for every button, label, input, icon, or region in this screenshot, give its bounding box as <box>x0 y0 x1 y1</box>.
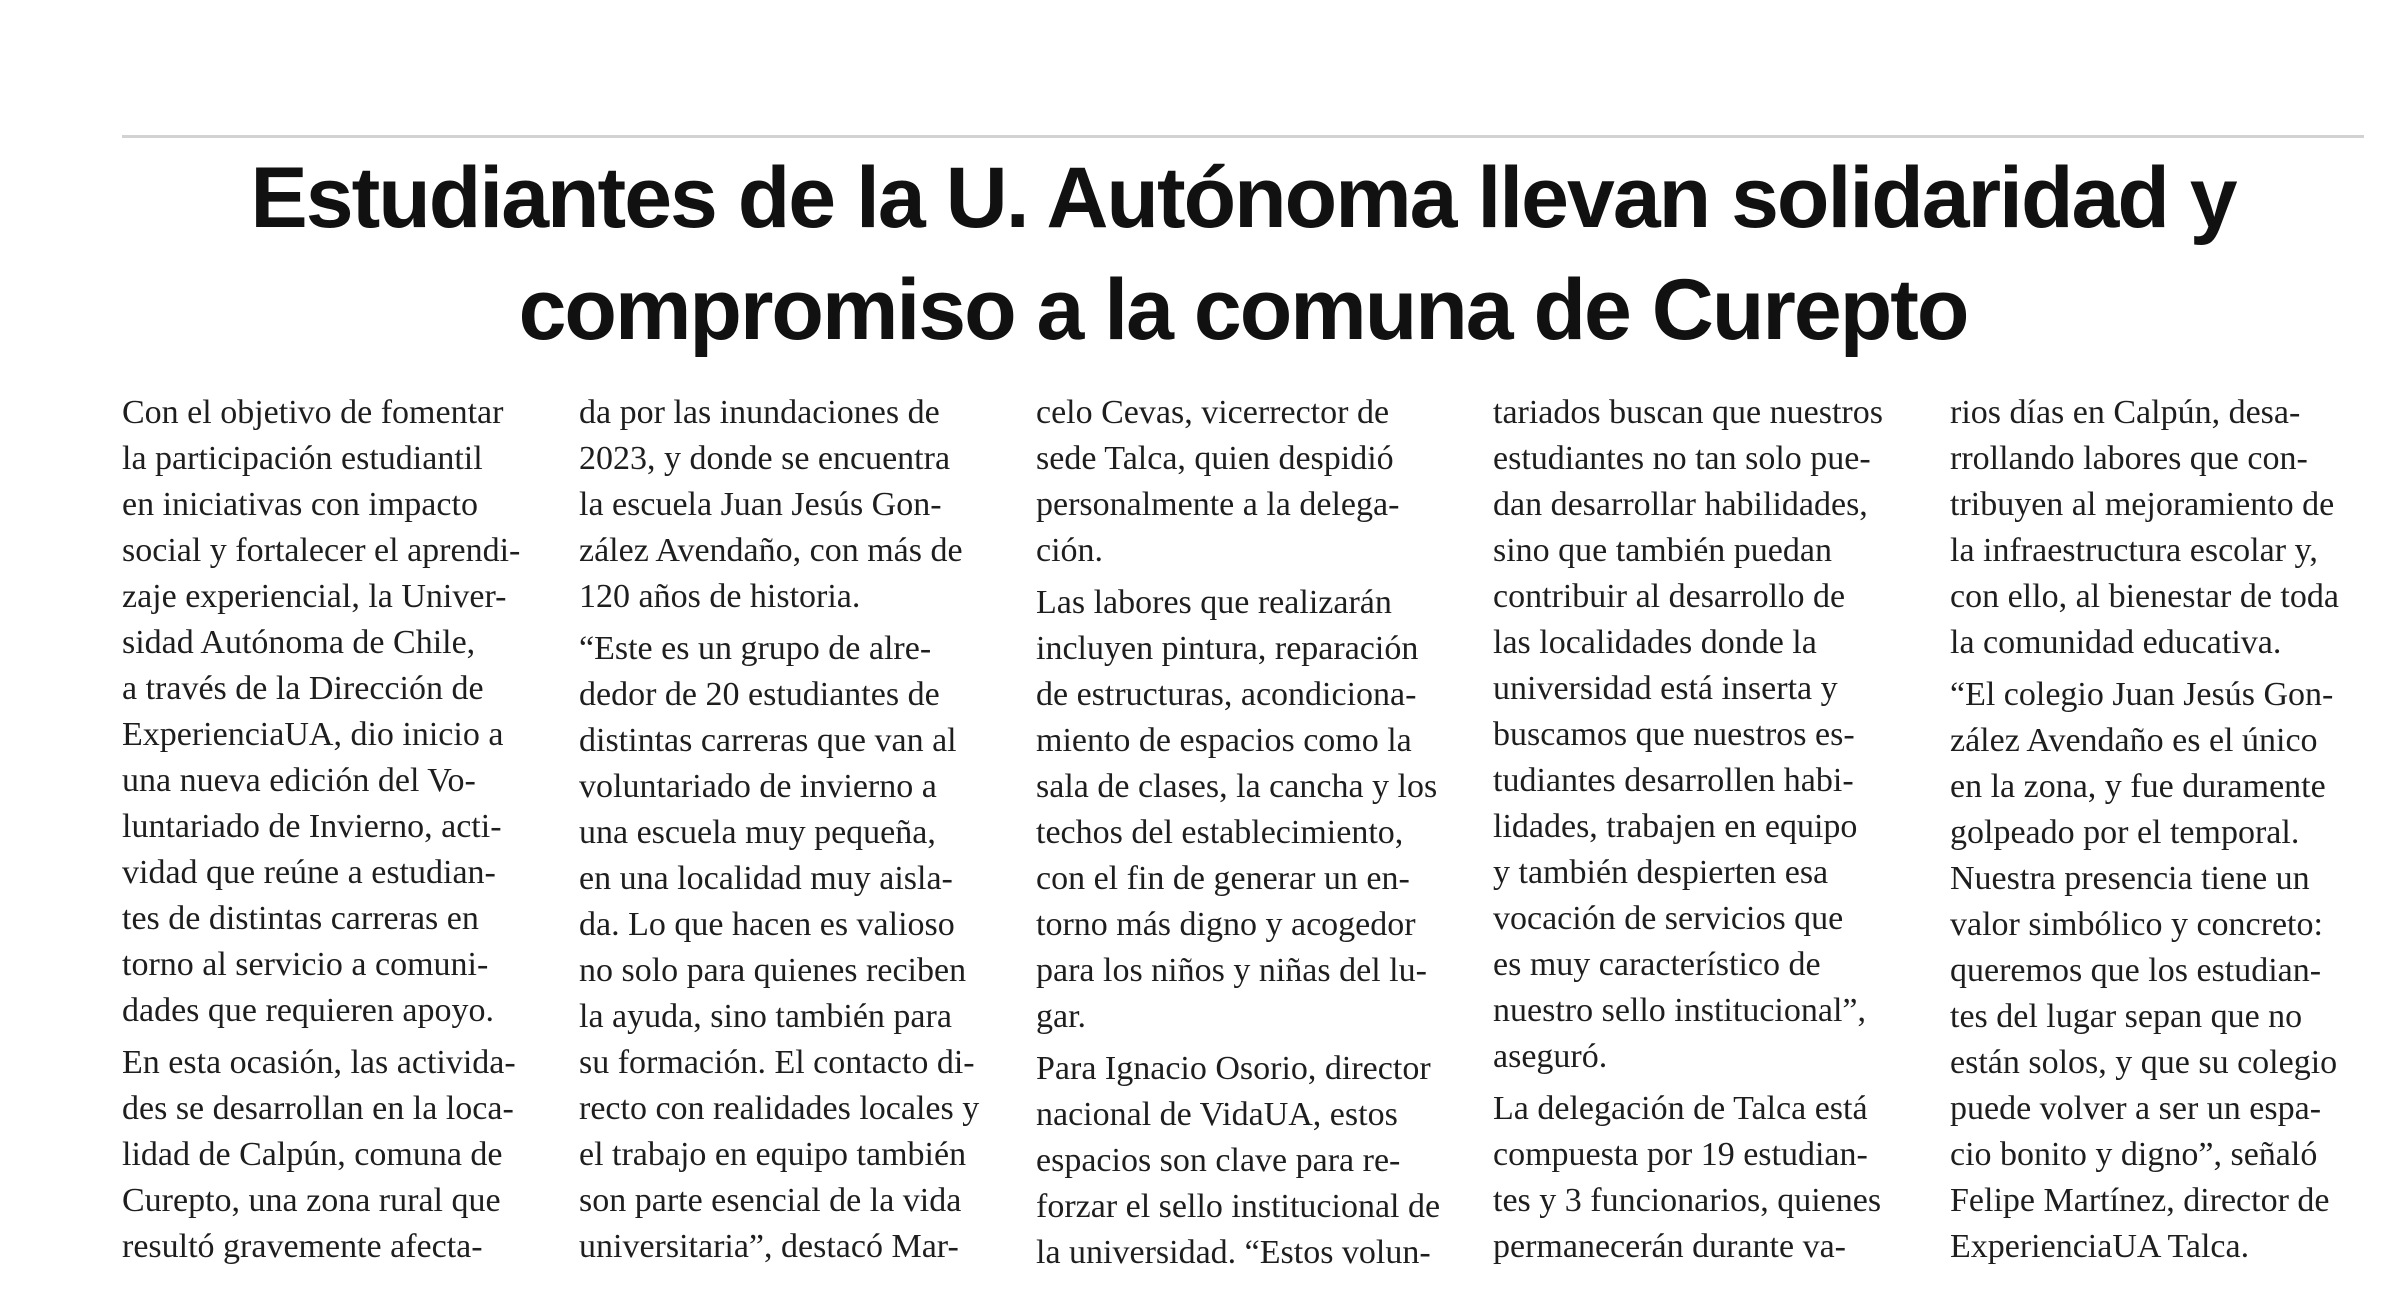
body-text-line: en la zona, y fue duramente <box>1950 768 2326 805</box>
body-text-line: personalmente a la delega- <box>1036 486 1400 523</box>
body-text-line: Felipe Martínez, director de <box>1950 1182 2330 1219</box>
body-text-line: sino que también puedan <box>1493 532 1832 569</box>
body-text-line: voluntariado de invierno a <box>579 768 937 805</box>
body-text-line: resultó gravemente afecta- <box>122 1228 483 1265</box>
body-text-line: nacional de VidaUA, estos <box>1036 1096 1398 1133</box>
body-text-line: dades que requieren apoyo. <box>122 992 494 1029</box>
body-text-line: la participación estudiantil <box>122 440 483 477</box>
body-text-line: con el fin de generar un en- <box>1036 860 1410 897</box>
body-text-line: rios días en Calpún, desa- <box>1950 394 2301 431</box>
body-text-line: Nuestra presencia tiene un <box>1950 860 2310 897</box>
body-text-line: a través de la Dirección de <box>122 670 484 707</box>
body-text-line: incluyen pintura, reparación <box>1036 630 1419 667</box>
body-text-line: una escuela muy pequeña, <box>579 814 936 851</box>
body-text-line: “Este es un grupo de alre- <box>579 630 932 667</box>
body-text-line: forzar el sello institucional de <box>1036 1188 1441 1225</box>
body-text-line: tudiantes desarrollen habi- <box>1493 762 1854 799</box>
body-text-line: techos del establecimiento, <box>1036 814 1404 851</box>
body-text-line: permanecerán durante va- <box>1493 1228 1846 1265</box>
body-text-line: sidad Autónoma de Chile, <box>122 624 476 661</box>
body-text-line: cio bonito y digno”, señaló <box>1950 1136 2318 1173</box>
body-text-line: recto con realidades locales y <box>579 1090 980 1127</box>
top-divider-rule <box>122 135 2364 138</box>
body-text-line: sala de clases, la cancha y los <box>1036 768 1438 805</box>
body-text-line: Las labores que realizarán <box>1036 584 1392 621</box>
body-text-line: valor simbólico y concreto: <box>1950 906 2323 943</box>
body-text-line: de estructuras, acondiciona- <box>1036 676 1417 713</box>
body-text-line: zaje experiencial, la Univer- <box>122 578 507 615</box>
body-text-line: es muy característico de <box>1493 946 1821 983</box>
headline-line: compromiso a la comuna de Curepto <box>518 262 1968 358</box>
body-text-line: no solo para quienes reciben <box>579 952 967 989</box>
body-text-line: dedor de 20 estudiantes de <box>579 676 940 713</box>
body-text-line: tes del lugar sepan que no <box>1950 998 2303 1035</box>
body-text-line: son parte esencial de la vida <box>579 1182 962 1219</box>
body-text-line: lidades, trabajen en equipo <box>1493 808 1858 845</box>
article-column-2 <box>579 390 991 1270</box>
body-text-line: tes y 3 funcionarios, quienes <box>1493 1182 1882 1219</box>
body-text-line: compuesta por 19 estudian- <box>1493 1136 1868 1173</box>
body-text-line: da. Lo que hacen es valioso <box>579 906 955 943</box>
body-text-line: distintas carreras que van al <box>579 722 957 759</box>
body-text-line: 120 años de historia. <box>579 578 861 615</box>
body-text-line: la ayuda, sino también para <box>579 998 952 1035</box>
article-column-4 <box>1493 390 1905 1270</box>
body-text-line: buscamos que nuestros es- <box>1493 716 1855 753</box>
body-text-line: las localidades donde la <box>1493 624 1817 661</box>
body-text-line: sede Talca, quien despidió <box>1036 440 1394 477</box>
article-headline <box>122 142 2364 366</box>
body-text-line: universitaria”, destacó Mar- <box>579 1228 959 1265</box>
body-text-line: tribuyen al mejoramiento de <box>1950 486 2335 523</box>
body-text-line: la universidad. “Estos volun- <box>1036 1234 1431 1271</box>
body-text-line: tariados buscan que nuestros <box>1493 394 1883 431</box>
body-text-line: la escuela Juan Jesús Gon- <box>579 486 942 523</box>
body-text-line: rrollando labores que con- <box>1950 440 2308 477</box>
body-text-line: contribuir al desarrollo de <box>1493 578 1846 615</box>
body-text-line: vocación de servicios que <box>1493 900 1844 937</box>
body-text-line: la infraestructura escolar y, <box>1950 532 2318 569</box>
body-text-line: estudiantes no tan solo pue- <box>1493 440 1871 477</box>
body-text-line: luntariado de Invierno, acti- <box>122 808 502 845</box>
body-text-line: dan desarrollar habilidades, <box>1493 486 1868 523</box>
article-column-3 <box>1036 390 1448 1276</box>
body-text-line: zález Avendaño, con más de <box>579 532 963 569</box>
body-text-line: puede volver a ser un espa- <box>1950 1090 2322 1127</box>
body-text-line: nuestro sello institucional”, <box>1493 992 1866 1029</box>
body-text-line: están solos, y que su colegio <box>1950 1044 2338 1081</box>
body-text-line: en iniciativas con impacto <box>122 486 478 523</box>
body-text-line: zález Avendaño es el único <box>1950 722 2318 759</box>
body-text-line: lidad de Calpún, comuna de <box>122 1136 503 1173</box>
body-text-line: En esta ocasión, las activida- <box>122 1044 516 1081</box>
article-column-5 <box>1950 390 2362 1270</box>
body-text-line: espacios son clave para re- <box>1036 1142 1401 1179</box>
body-text-line: con ello, al bienestar de toda <box>1950 578 2339 615</box>
body-text-line: universidad está inserta y <box>1493 670 1838 707</box>
body-text-line: tes de distintas carreras en <box>122 900 479 937</box>
body-text-line: des se desarrollan en la loca- <box>122 1090 514 1127</box>
body-text-line: Curepto, una zona rural que <box>122 1182 501 1219</box>
body-text-line: celo Cevas, vicerrector de <box>1036 394 1390 431</box>
body-text-line: vidad que reúne a estudian- <box>122 854 496 891</box>
body-text-line: en una localidad muy aisla- <box>579 860 953 897</box>
body-text-line: ción. <box>1036 532 1104 569</box>
body-text-line: torno al servicio a comuni- <box>122 946 489 983</box>
body-text-line: su formación. El contacto di- <box>579 1044 975 1081</box>
article-column-1 <box>122 390 534 1270</box>
body-text-line: ExperienciaUA, dio inicio a <box>122 716 504 753</box>
body-text-line: para los niños y niñas del lu- <box>1036 952 1427 989</box>
body-text-line: 2023, y donde se encuentra <box>579 440 951 477</box>
body-text-line: y también despierten esa <box>1493 854 1829 891</box>
body-text-line: queremos que los estudian- <box>1950 952 2322 989</box>
headline-line: Estudiantes de la U. Autónoma llevan solidaridad y <box>250 150 2236 246</box>
body-text-line: Para Ignacio Osorio, director <box>1036 1050 1431 1087</box>
body-text-line: da por las inundaciones de <box>579 394 940 431</box>
body-text-line: La delegación de Talca está <box>1493 1090 1868 1127</box>
body-text-line: “El colegio Juan Jesús Gon- <box>1950 676 2334 713</box>
body-text-line: una nueva edición del Vo- <box>122 762 476 799</box>
body-text-line: la comunidad educativa. <box>1950 624 2282 661</box>
body-text-line: miento de espacios como la <box>1036 722 1412 759</box>
body-text-line: golpeado por el temporal. <box>1950 814 2300 851</box>
body-text-line: ExperienciaUA Talca. <box>1950 1228 2250 1265</box>
body-text-line: aseguró. <box>1493 1038 1608 1075</box>
body-text-line: gar. <box>1036 998 1087 1035</box>
body-text-line: Con el objetivo de fomentar <box>122 394 504 431</box>
body-text-line: torno más digno y acogedor <box>1036 906 1416 943</box>
body-text-line: el trabajo en equipo también <box>579 1136 967 1173</box>
body-text-line: social y fortalecer el aprendi- <box>122 532 521 569</box>
